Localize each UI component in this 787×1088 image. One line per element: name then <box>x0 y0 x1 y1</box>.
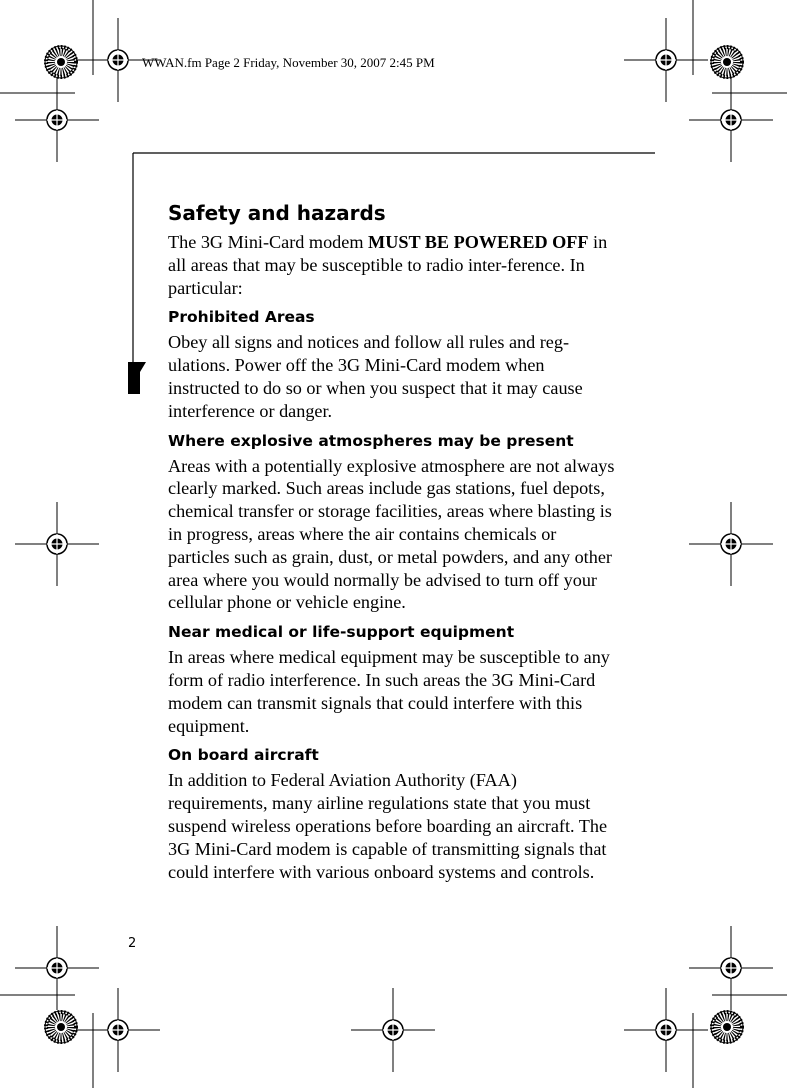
intro-paragraph <box>168 231 620 299</box>
document-body <box>168 200 620 883</box>
section-heading: Where explosive atmospheres may be present <box>168 431 574 450</box>
intro-text-after: in all areas that may be susceptible to radio inter-ference. In particular: <box>168 232 608 298</box>
section-heading: Prohibited Areas <box>168 308 315 327</box>
print-header: WWAN.fm Page 2 Friday, November 30, 2007 2:45 PM <box>142 55 435 70</box>
page-title: Safety and hazards <box>168 201 386 225</box>
intro-emphasis: MUST BE POWERED OFF <box>368 232 589 252</box>
intro-text-before: The 3G Mini-Card modem <box>168 232 369 252</box>
section-body: In areas where medical equipment may be susceptible to any form of radio interference. In such areas the 3G Mini-Card modem can transmit signals that could interfere with this equipment. <box>168 647 610 736</box>
section-body: In addition to Federal Aviation Authority (FAA) requirements, many airline regulations state that you must suspend wireless operations before boarding an aircraft. The 3G Mini-Card modem is capable of transmitting signals that could interfere with various onboard systems and controls. <box>168 770 608 882</box>
section-body: Areas with a potentially explosive atmosphere are not always clearly marked. Such areas include gas stations, fuel depots, chemical transfer or storage facilities, areas where blasting is in progress, areas where the air contains chemicals or particles such as grain, dust, or metal powders, and any other area where you would normally be advised to turn off your cellular phone or vehicle engine. <box>168 455 615 613</box>
page-number: 2 <box>128 936 137 951</box>
section-heading: Near medical or life-support equipment <box>168 623 515 642</box>
section-heading: On board aircraft <box>168 746 319 765</box>
section-body: Obey all signs and notices and follow all rules and reg-ulations. Power off the 3G Mini-Card modem when instructed to do so or when you suspect that it may cause interference or danger. <box>168 332 583 421</box>
